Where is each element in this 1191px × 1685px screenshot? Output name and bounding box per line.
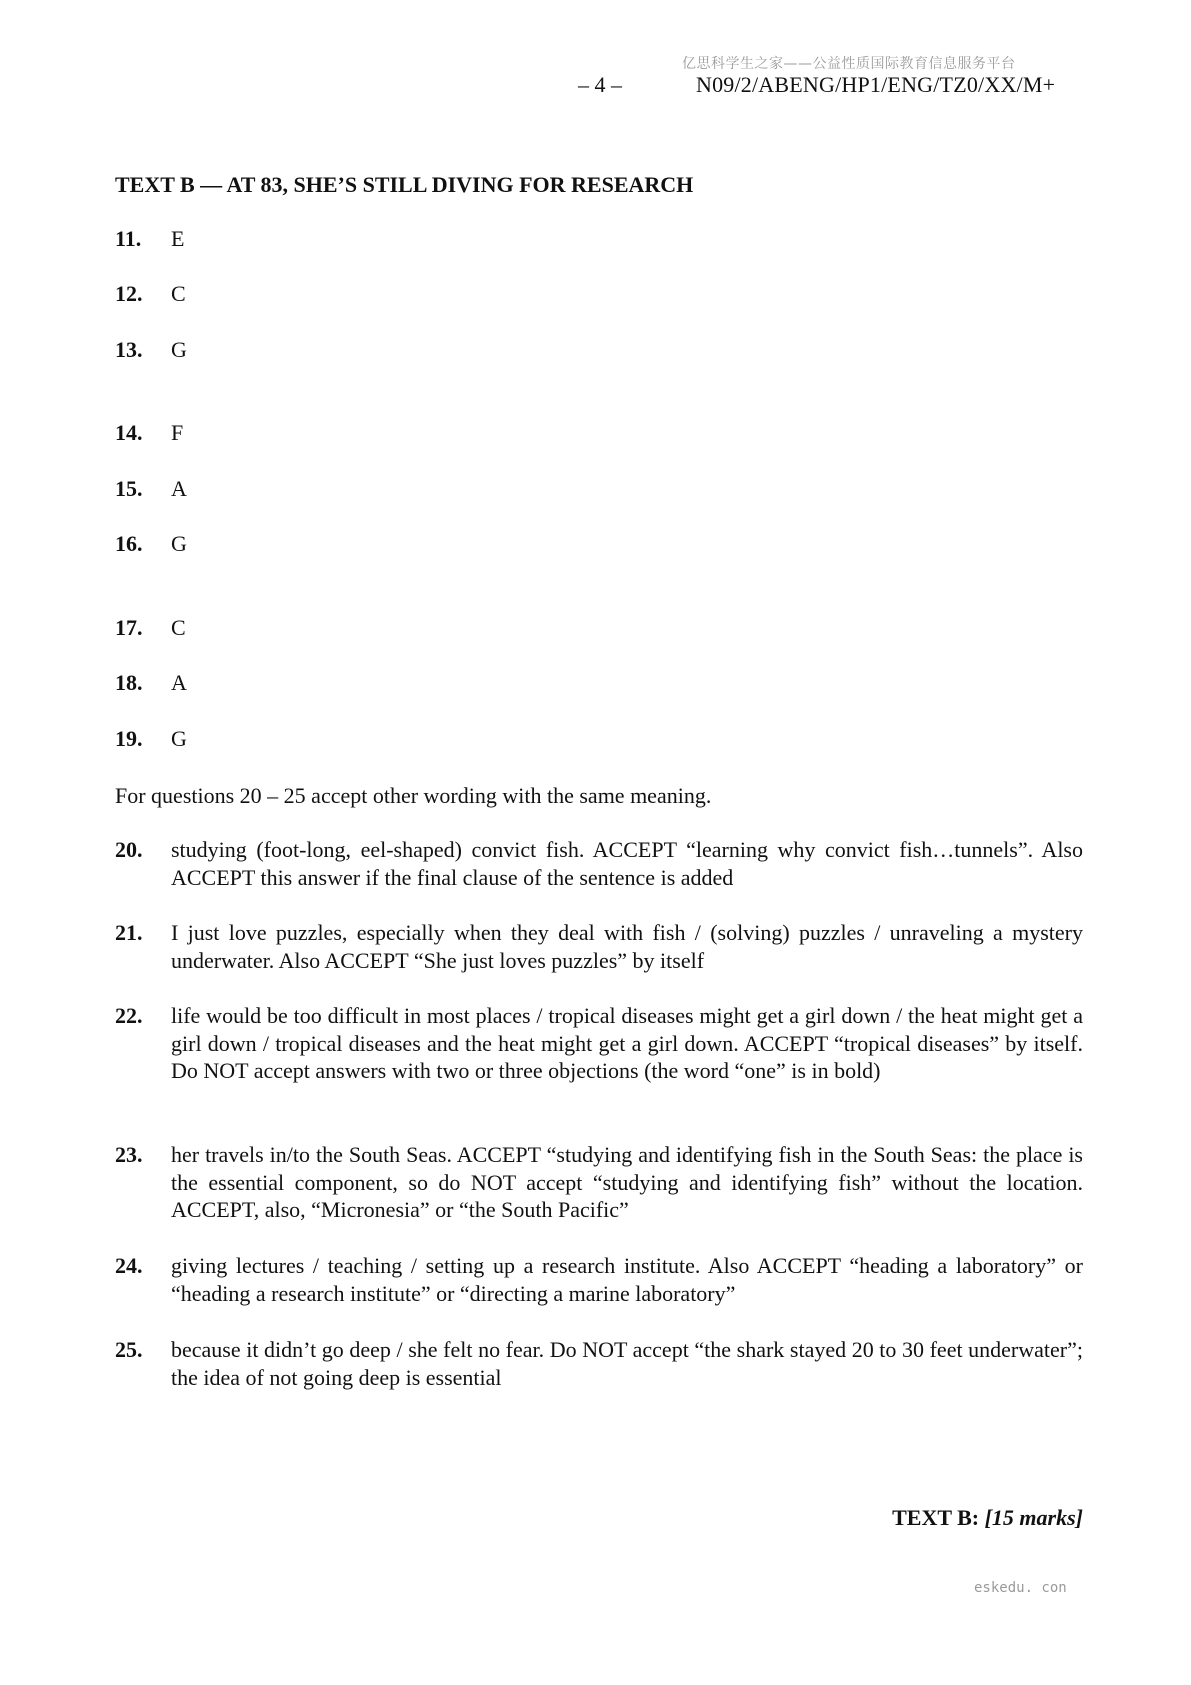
- question-number: 24.: [115, 1253, 143, 1278]
- answer-text: A: [171, 670, 187, 695]
- question-number: 17.: [115, 615, 143, 640]
- answer-item: [115, 336, 1083, 364]
- answer-item: [115, 669, 1083, 697]
- answer-item: [115, 1002, 1083, 1085]
- question-number: 12.: [115, 281, 143, 306]
- answer-item: [115, 280, 1083, 308]
- question-number: 13.: [115, 337, 143, 362]
- question-number: 21.: [115, 920, 143, 945]
- answer-text: giving lectures / teaching / setting up a research institute. Also ACCEPT “heading a laboratory” or “heading a research institute” or “directing a marine laboratory”: [171, 1253, 1083, 1306]
- answer-item: [115, 1252, 1083, 1307]
- total-label: TEXT B:: [892, 1505, 980, 1530]
- answer-item: [115, 419, 1083, 447]
- answer-text: C: [171, 615, 186, 640]
- instructions-text: For questions 20 – 25 accept other wording with the same meaning.: [115, 783, 712, 808]
- answer-item: [115, 475, 1083, 503]
- answer-item: [115, 530, 1083, 558]
- question-number: 14.: [115, 420, 143, 445]
- answer-item: [115, 1336, 1083, 1391]
- answer-item: [115, 614, 1083, 642]
- answer-text: G: [171, 531, 187, 556]
- answer-item: [115, 836, 1083, 891]
- question-number: 15.: [115, 476, 143, 501]
- answer-item: [115, 225, 1083, 253]
- answer-item: [115, 919, 1083, 974]
- answer-text: A: [171, 476, 187, 501]
- answer-text: her travels in/to the South Seas. ACCEPT “studying and identifying fish in the South Seas: the place is the essential component, so do NOT accept “studying and identifying fish” without the location. ACCEPT, also, “Micronesia” or “the South Pacific”: [171, 1142, 1083, 1222]
- total-marks: [15 marks]: [984, 1505, 1083, 1530]
- answer-text: F: [171, 420, 184, 445]
- answer-text: life would be too difficult in most places / tropical diseases might get a girl down / the heat might get a girl down / tropical diseases and the heat might get a girl down. ACCEPT “tropical diseases” by itself. Do NOT accept answers with two or three objections (the word “one” is in bold): [171, 1003, 1083, 1083]
- answer-text: studying (foot-long, eel-shaped) convict fish. ACCEPT “learning why convict fish…tunnels”. Also ACCEPT this answer if the final clause of the sentence is added: [171, 837, 1083, 890]
- reference-code: N09/2/ABENG/HP1/ENG/TZ0/XX/M+: [696, 72, 1056, 97]
- answer-text: G: [171, 726, 187, 751]
- answer-item: [115, 725, 1083, 753]
- question-number: 18.: [115, 670, 143, 695]
- answer-item: [115, 1141, 1083, 1224]
- question-number: 23.: [115, 1142, 143, 1167]
- footer-watermark: eskedu. con: [974, 1580, 1067, 1596]
- page-number: – 4 –: [578, 72, 622, 97]
- answer-text: I just love puzzles, especially when they deal with fish / (solving) puzzles / unraveling a mystery underwater. Also ACCEPT “She just loves puzzles” by itself: [171, 920, 1083, 973]
- header-watermark: 亿思科学生之家——公益性质国际教育信息服务平台: [682, 56, 1016, 72]
- answer-text: because it didn’t go deep / she felt no fear. Do NOT accept “the shark stayed 20 to 30 feet underwater”; the idea of not going deep is essential: [171, 1337, 1083, 1390]
- question-number: 22.: [115, 1003, 143, 1028]
- question-number: 16.: [115, 531, 143, 556]
- answer-text: E: [171, 226, 185, 251]
- section-total: [892, 1505, 1083, 1531]
- answer-text: G: [171, 337, 187, 362]
- section-title: TEXT B — AT 83, SHE’S STILL DIVING FOR RESEARCH: [115, 172, 694, 197]
- question-number: 25.: [115, 1337, 143, 1362]
- question-number: 20.: [115, 837, 143, 862]
- question-number: 19.: [115, 726, 143, 751]
- answer-text: C: [171, 281, 186, 306]
- question-number: 11.: [115, 226, 142, 251]
